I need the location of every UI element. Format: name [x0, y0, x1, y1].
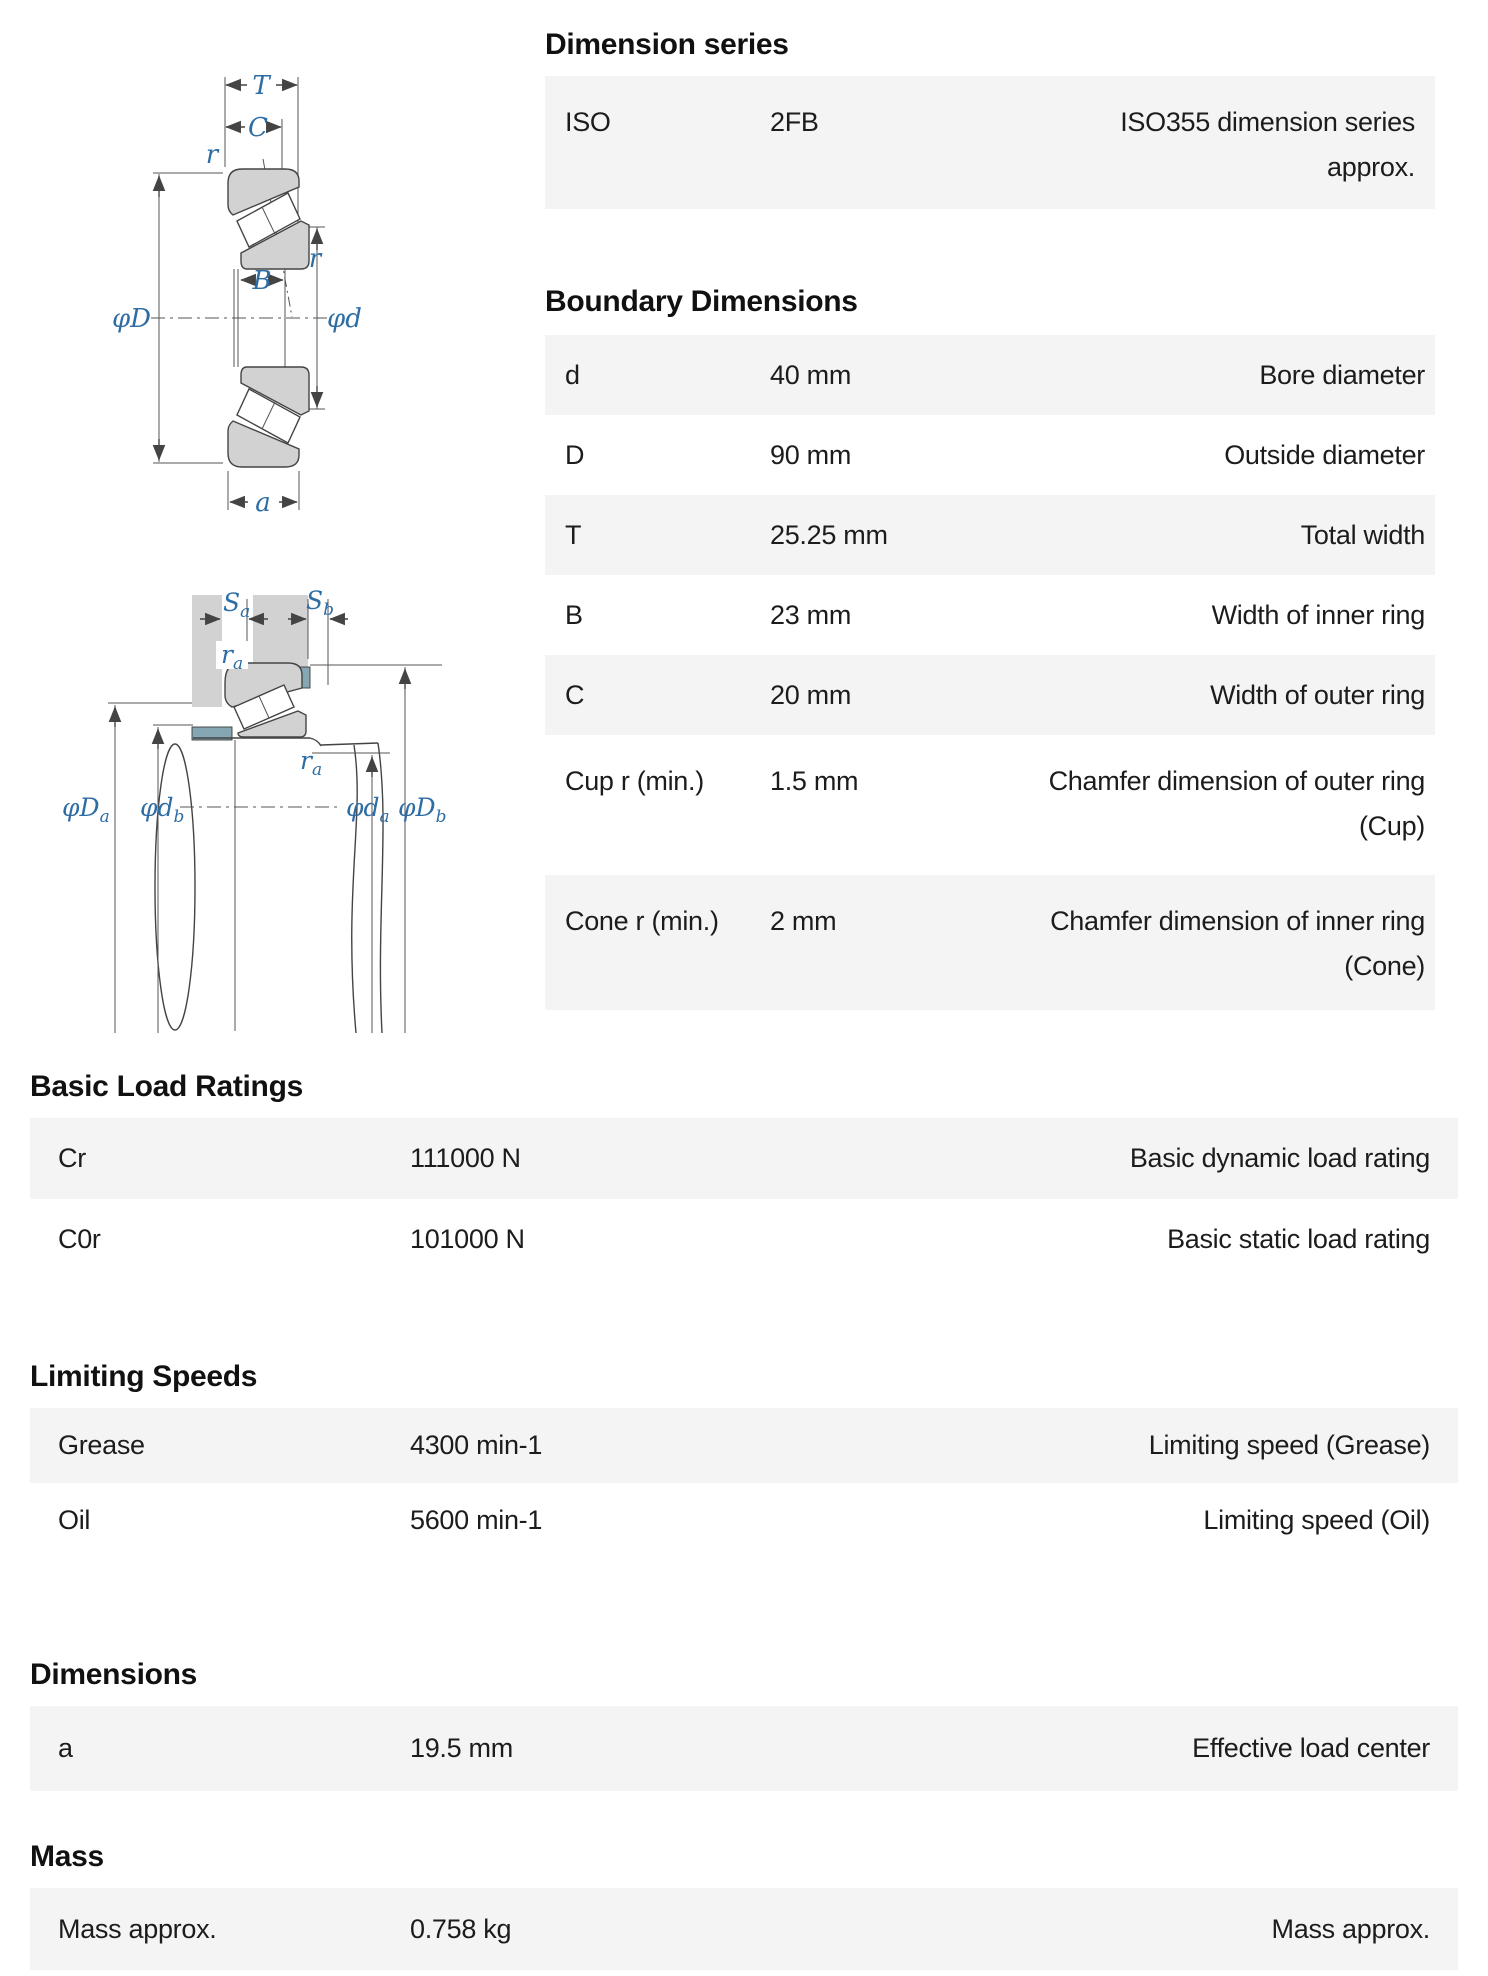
row-label: Mass approx. [58, 1913, 217, 1944]
row-description: Limiting speed (Oil) [1203, 1505, 1430, 1535]
row-description: Bore diameter [1259, 359, 1425, 390]
dim-label-ra1: $r_a$ [221, 640, 244, 674]
row-description: Chamfer dimension of outer ring (Cup) [1048, 766, 1425, 841]
row-description: Basic static load rating [1167, 1224, 1430, 1254]
basic-load-ratings-section [30, 1070, 1458, 1280]
dimension-series-table [545, 76, 1435, 209]
row-description: Total width [1300, 519, 1425, 550]
mass-table [30, 1888, 1458, 1970]
row-label: C [565, 679, 585, 710]
table-row [30, 1199, 1458, 1280]
table-row [545, 735, 1435, 875]
shaft [155, 738, 383, 1033]
dim-label-B: B [252, 266, 272, 296]
row-label: d [565, 359, 580, 390]
row-description: Outside diameter [1224, 439, 1425, 470]
table-row [545, 575, 1435, 655]
dim-label-Sa: $S_a$ [223, 588, 251, 622]
table-row [545, 495, 1435, 575]
dim-label-Sb: $S_b$ [306, 586, 335, 620]
bearing-cross-section-diagram [95, 55, 440, 530]
section-title-basic-load-ratings: Basic Load Ratings [30, 1070, 303, 1103]
row-description: Effective load center [1192, 1733, 1430, 1763]
row-description: Chamfer dimension of inner ring (Cone) [1050, 906, 1425, 981]
row-value: 101000 N [410, 1224, 525, 1254]
dim-label-ra2: $r_a$ [300, 746, 323, 780]
row-label: D [565, 439, 585, 470]
row-value: 2 mm [770, 906, 837, 936]
dimensions-table [30, 1706, 1458, 1791]
row-value: 90 mm [770, 439, 852, 470]
row-value: 2FB [770, 107, 819, 137]
row-value: 25.25 mm [770, 519, 888, 550]
section-title-mass: Mass [30, 1840, 104, 1873]
row-value: 19.5 mm [410, 1733, 513, 1763]
table-row [545, 415, 1435, 495]
table-row [545, 655, 1435, 735]
dim-label-phiD: φD [111, 304, 151, 334]
row-label: Cone r (min.) [565, 906, 719, 936]
section-title-limiting-speeds: Limiting Speeds [30, 1360, 258, 1393]
dim-label-phid: φd [327, 304, 362, 334]
table-row [30, 1706, 1458, 1791]
section-title-dimension-series: Dimension series [545, 28, 789, 61]
dimensions-section [30, 1658, 1458, 1791]
row-label: T [565, 519, 582, 550]
dim-label-phiDb: $\varphi D_b$ [398, 793, 447, 827]
row-description: Width of inner ring [1211, 599, 1425, 630]
boundary-dimensions-table [545, 335, 1435, 1010]
mass-section [30, 1840, 1458, 1970]
dim-label-phiDa: $\varphi D_a$ [62, 793, 110, 827]
dim-label-r-top: r [205, 140, 219, 170]
row-value: 40 mm [770, 359, 852, 390]
dim-label-phida: $\varphi d_a$ [346, 793, 390, 827]
table-row [30, 1888, 1458, 1970]
row-description: Mass approx. [1271, 1913, 1430, 1944]
row-label: Oil [58, 1505, 91, 1535]
dim-label-phidb: $\varphi d_b$ [140, 793, 185, 827]
bearing-section [225, 663, 306, 737]
row-value: 0.758 kg [410, 1913, 512, 1944]
row-description: ISO355 dimension series approx. [1120, 107, 1415, 182]
section-title-boundary-dimensions: Boundary Dimensions [545, 285, 858, 318]
row-label: a [58, 1733, 73, 1763]
mounted-bearing-diagram [60, 555, 450, 1035]
row-description: Basic dynamic load rating [1129, 1143, 1430, 1173]
limiting-speeds-section [30, 1360, 1458, 1558]
row-description: Limiting speed (Grease) [1148, 1430, 1430, 1460]
dim-label-a: a [255, 488, 271, 518]
table-row [545, 875, 1435, 1010]
table-row [545, 76, 1435, 209]
dim-label-T: T [252, 71, 270, 101]
row-label: Cup r (min.) [565, 766, 704, 796]
table-row [545, 335, 1435, 415]
row-label: ISO [565, 107, 611, 137]
row-value: 5600 min-1 [410, 1505, 543, 1535]
dim-label-C: C [248, 113, 268, 143]
spec-right-column [545, 28, 1435, 1010]
dim-label-r-side: r [308, 244, 322, 274]
limiting-speeds-table [30, 1408, 1458, 1558]
row-value: 111000 N [410, 1143, 521, 1173]
table-row [30, 1483, 1458, 1558]
row-label: Cr [58, 1143, 86, 1173]
row-label: C0r [58, 1224, 101, 1254]
row-value: 4300 min-1 [410, 1430, 543, 1460]
section-title-dimensions: Dimensions [30, 1658, 198, 1691]
basic-load-ratings-table [30, 1118, 1458, 1280]
row-label: Grease [58, 1430, 145, 1460]
row-value: 23 mm [770, 599, 852, 630]
row-value: 20 mm [770, 679, 852, 710]
row-description: Width of outer ring [1210, 679, 1425, 710]
table-row [30, 1118, 1458, 1199]
row-label: B [565, 599, 583, 630]
table-row [30, 1408, 1458, 1483]
row-value: 1.5 mm [770, 766, 859, 796]
